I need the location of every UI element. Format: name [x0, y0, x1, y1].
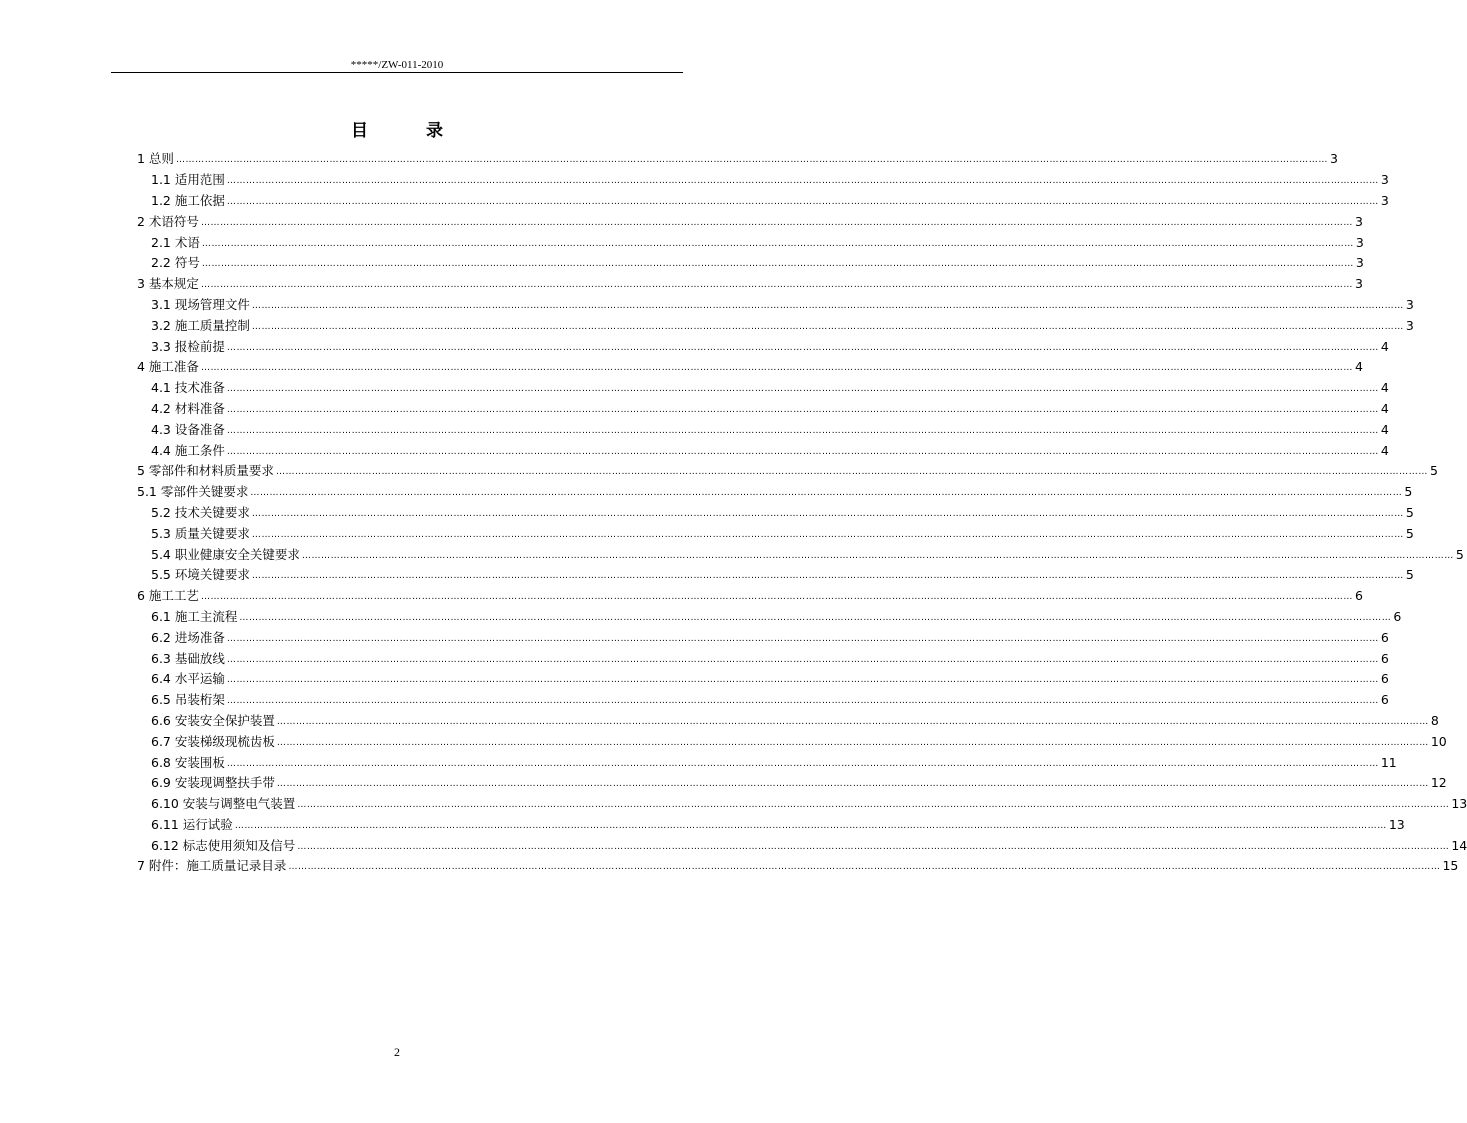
- toc-entry[interactable]: [0, 170, 1389, 191]
- toc-entry-page: 4: [1380, 338, 1389, 354]
- toc-leader-dots: ………………………………………………………………………………………………………………………………………………………………………………………………………………………………………………………………………………………………………………………………: [239, 612, 1392, 623]
- toc-entry[interactable]: [0, 232, 1364, 253]
- toc-entry-page: 15: [1442, 858, 1459, 874]
- toc-entry-label: 2.2 符号: [151, 255, 200, 271]
- toc-entry-page: 4: [1380, 442, 1389, 458]
- toc-entry[interactable]: [0, 482, 1413, 503]
- toc-entry-label: 6.3 基础放线: [151, 650, 225, 666]
- toc-entry[interactable]: [0, 149, 1338, 170]
- toc-leader-dots: ………………………………………………………………………………………………………………………………………………………………………………………………………………………………………………………………………………………………………………………………: [251, 508, 1404, 519]
- toc-leader-dots: ………………………………………………………………………………………………………………………………………………………………………………………………………………………………………………………………………………………………………………………………: [251, 321, 1404, 332]
- toc-entry-label: 6.4 水平运输: [151, 671, 225, 687]
- toc-entry-label: 1.2 施工依据: [151, 192, 225, 208]
- toc-entry[interactable]: [0, 835, 1467, 856]
- toc-leader-dots: ………………………………………………………………………………………………………………………………………………………………………………………………………………………………………………………………………………………………………………………………: [200, 363, 1353, 374]
- toc-entry[interactable]: [0, 627, 1389, 648]
- toc-entry-page: 6: [1380, 650, 1389, 666]
- toc-entry-label: 5.3 质量关键要求: [151, 525, 250, 541]
- toc-entry[interactable]: [0, 773, 1447, 794]
- header-rule: [111, 72, 683, 73]
- toc-leader-dots: ………………………………………………………………………………………………………………………………………………………………………………………………………………………………………………………………………………………………………………………………: [226, 633, 1379, 644]
- toc-leader-dots: ………………………………………………………………………………………………………………………………………………………………………………………………………………………………………………………………………………………………………………………………: [251, 300, 1404, 311]
- toc-entry-label: 4 施工准备: [137, 359, 199, 375]
- toc-leader-dots: ………………………………………………………………………………………………………………………………………………………………………………………………………………………………………………………………………………………………………………………………: [226, 176, 1379, 187]
- toc-entry[interactable]: [0, 211, 1363, 232]
- toc-leader-dots: ………………………………………………………………………………………………………………………………………………………………………………………………………………………………………………………………………………………………………………………………: [226, 675, 1379, 686]
- toc-entry-page: 8: [1430, 712, 1439, 728]
- toc-entry[interactable]: [0, 315, 1414, 336]
- toc-entry-label: 5.5 环境关键要求: [151, 567, 250, 583]
- toc-entry[interactable]: [0, 378, 1389, 399]
- toc-leader-dots: ………………………………………………………………………………………………………………………………………………………………………………………………………………………………………………………………………………………………………………………………: [200, 280, 1353, 291]
- toc-leader-dots: ………………………………………………………………………………………………………………………………………………………………………………………………………………………………………………………………………………………………………………………………: [251, 529, 1404, 540]
- toc-entry-label: 2.1 术语: [151, 234, 200, 250]
- toc-leader-dots: ………………………………………………………………………………………………………………………………………………………………………………………………………………………………………………………………………………………………………………………………: [288, 862, 1441, 873]
- toc-entry-page: 4: [1354, 359, 1363, 375]
- toc-entry[interactable]: [0, 565, 1414, 586]
- toc-entry-label: 6.9 安装现调整扶手带: [151, 775, 275, 791]
- toc-entry-label: 3.1 现场管理文件: [151, 296, 250, 312]
- toc-leader-dots: ………………………………………………………………………………………………………………………………………………………………………………………………………………………………………………………………………………………………………………………………: [275, 467, 1428, 478]
- toc-entry-page: 3: [1405, 317, 1414, 333]
- toc-entry[interactable]: [0, 607, 1402, 628]
- toc-entry-page: 5: [1405, 525, 1414, 541]
- toc-leader-dots: ………………………………………………………………………………………………………………………………………………………………………………………………………………………………………………………………………………………………………………………………: [234, 820, 1387, 831]
- toc-entry[interactable]: [0, 191, 1389, 212]
- toc-entry-label: 4.1 技术准备: [151, 380, 225, 396]
- toc-entry-page: 3: [1329, 151, 1338, 167]
- toc-entry-page: 3: [1380, 172, 1389, 188]
- toc-entry-label: 6.7 安装梯级现梳齿板: [151, 733, 275, 749]
- toc-entry[interactable]: [0, 731, 1447, 752]
- toc-entry-label: 1.1 适用范围: [151, 172, 225, 188]
- toc-entry-label: 6.1 施工主流程: [151, 608, 238, 624]
- toc-leader-dots: ………………………………………………………………………………………………………………………………………………………………………………………………………………………………………………………………………………………………………………………………: [226, 696, 1379, 707]
- toc-entry[interactable]: [0, 794, 1467, 815]
- toc-entry-page: 4: [1380, 421, 1389, 437]
- toc-entry[interactable]: [0, 669, 1389, 690]
- toc-entry-label: 5.2 技术关键要求: [151, 504, 250, 520]
- toc-entry[interactable]: [0, 544, 1464, 565]
- toc-leader-dots: ………………………………………………………………………………………………………………………………………………………………………………………………………………………………………………………………………………………………………………………………: [200, 592, 1353, 603]
- toc-entry-page: 3: [1355, 234, 1364, 250]
- toc-leader-dots: ………………………………………………………………………………………………………………………………………………………………………………………………………………………………………………………………………………………………………………………………: [297, 800, 1450, 811]
- toc-entry-label: 6 施工工艺: [137, 588, 199, 604]
- toc-entry[interactable]: [0, 752, 1397, 773]
- toc-entry-page: 3: [1405, 296, 1414, 312]
- toc-entry[interactable]: [0, 815, 1405, 836]
- toc-entry-page: 6: [1393, 608, 1402, 624]
- toc-leader-dots: ………………………………………………………………………………………………………………………………………………………………………………………………………………………………………………………………………………………………………………………………: [251, 571, 1404, 582]
- toc-entry-page: 6: [1380, 629, 1389, 645]
- table-of-contents: [0, 149, 1467, 877]
- toc-entry[interactable]: [0, 690, 1389, 711]
- toc-leader-dots: ………………………………………………………………………………………………………………………………………………………………………………………………………………………………………………………………………………………………………………………………: [226, 196, 1379, 207]
- toc-leader-dots: ………………………………………………………………………………………………………………………………………………………………………………………………………………………………………………………………………………………………………………………………: [226, 384, 1379, 395]
- toc-entry[interactable]: [0, 856, 1459, 877]
- toc-entry-label: 7 附件：施工质量记录目录: [137, 858, 287, 874]
- toc-entry[interactable]: [0, 253, 1364, 274]
- toc-leader-dots: ………………………………………………………………………………………………………………………………………………………………………………………………………………………………………………………………………………………………………………………………: [226, 404, 1379, 415]
- toc-entry-page: 11: [1380, 754, 1397, 770]
- toc-entry-label: 3.2 施工质量控制: [151, 317, 250, 333]
- toc-entry-page: 6: [1380, 692, 1389, 708]
- toc-entry-page: 6: [1354, 588, 1363, 604]
- toc-entry-page: 3: [1380, 192, 1389, 208]
- toc-entry-label: 4.4 施工条件: [151, 442, 225, 458]
- toc-entry-page: 14: [1451, 837, 1467, 853]
- toc-leader-dots: ………………………………………………………………………………………………………………………………………………………………………………………………………………………………………………………………………………………………………………………………: [226, 758, 1379, 769]
- toc-entry[interactable]: [0, 440, 1389, 461]
- toc-entry[interactable]: [0, 399, 1389, 420]
- toc-title: 目 录: [351, 121, 469, 141]
- toc-entry[interactable]: [0, 503, 1414, 524]
- toc-entry-label: 5 零部件和材料质量要求: [137, 463, 274, 479]
- toc-entry-page: 10: [1430, 733, 1447, 749]
- document-code: *****/ZW-011-2010: [350, 59, 444, 71]
- toc-entry-label: 4.2 材料准备: [151, 400, 225, 416]
- toc-entry-page: 13: [1388, 816, 1405, 832]
- toc-leader-dots: ………………………………………………………………………………………………………………………………………………………………………………………………………………………………………………………………………………………………………………………………: [201, 238, 1354, 249]
- toc-entry-label: 3.3 报检前提: [151, 338, 225, 354]
- toc-leader-dots: ………………………………………………………………………………………………………………………………………………………………………………………………………………………………………………………………………………………………………………………………: [276, 716, 1429, 727]
- toc-entry-page: 3: [1354, 213, 1363, 229]
- toc-entry-page: 13: [1451, 796, 1467, 812]
- toc-leader-dots: ………………………………………………………………………………………………………………………………………………………………………………………………………………………………………………………………………………………………………………………………: [201, 259, 1354, 270]
- toc-entry-page: 5: [1455, 546, 1464, 562]
- toc-entry-page: 4: [1380, 380, 1389, 396]
- toc-entry-page: 5: [1405, 504, 1414, 520]
- toc-entry-label: 6.12 标志使用须知及信号: [151, 837, 296, 853]
- toc-entry-label: 1 总则: [137, 151, 174, 167]
- toc-leader-dots: ………………………………………………………………………………………………………………………………………………………………………………………………………………………………………………………………………………………………………………………………: [297, 841, 1450, 852]
- toc-entry-label: 2 术语符号: [137, 213, 199, 229]
- toc-leader-dots: ………………………………………………………………………………………………………………………………………………………………………………………………………………………………………………………………………………………………………………………………: [276, 779, 1429, 790]
- toc-entry-label: 6.11 运行试验: [151, 816, 233, 832]
- toc-leader-dots: ………………………………………………………………………………………………………………………………………………………………………………………………………………………………………………………………………………………………………………………………: [250, 488, 1403, 499]
- toc-entry-page: 5: [1429, 463, 1438, 479]
- toc-leader-dots: ………………………………………………………………………………………………………………………………………………………………………………………………………………………………………………………………………………………………………………………………: [226, 446, 1379, 457]
- toc-entry-page: 12: [1430, 775, 1447, 791]
- toc-entry[interactable]: [0, 523, 1414, 544]
- toc-entry[interactable]: [0, 357, 1363, 378]
- toc-entry-label: 6.6 安装安全保护装置: [151, 712, 275, 728]
- toc-entry[interactable]: [0, 586, 1363, 607]
- toc-leader-dots: ………………………………………………………………………………………………………………………………………………………………………………………………………………………………………………………………………………………………………………………………: [226, 425, 1379, 436]
- toc-entry-page: 6: [1380, 671, 1389, 687]
- toc-entry[interactable]: [0, 295, 1414, 316]
- toc-entry-label: 6.10 安装与调整电气装置: [151, 796, 296, 812]
- toc-entry[interactable]: [0, 648, 1389, 669]
- toc-entry-label: 6.2 进场准备: [151, 629, 225, 645]
- toc-entry[interactable]: [0, 461, 1438, 482]
- toc-entry[interactable]: [0, 419, 1389, 440]
- toc-entry-label: 6.5 吊装桁架: [151, 692, 225, 708]
- toc-entry-page: 4: [1380, 400, 1389, 416]
- toc-leader-dots: ………………………………………………………………………………………………………………………………………………………………………………………………………………………………………………………………………………………………………………………………: [175, 155, 1328, 166]
- toc-leader-dots: ………………………………………………………………………………………………………………………………………………………………………………………………………………………………………………………………………………………………………………………………: [226, 342, 1379, 353]
- toc-entry-label: 3 基本规定: [137, 276, 199, 292]
- toc-entry-page: 5: [1405, 567, 1414, 583]
- toc-leader-dots: ………………………………………………………………………………………………………………………………………………………………………………………………………………………………………………………………………………………………………………………………: [301, 550, 1454, 561]
- toc-entry-label: 5.1 零部件关键要求: [137, 484, 249, 500]
- toc-entry-label: 4.3 设备准备: [151, 421, 225, 437]
- toc-entry-label: 5.4 职业健康安全关键要求: [151, 546, 300, 562]
- toc-entry[interactable]: [0, 711, 1439, 732]
- toc-entry[interactable]: [0, 336, 1389, 357]
- toc-leader-dots: ………………………………………………………………………………………………………………………………………………………………………………………………………………………………………………………………………………………………………………………………: [276, 737, 1429, 748]
- page-number: 2: [394, 1045, 400, 1059]
- toc-entry-label: 6.8 安装围板: [151, 754, 225, 770]
- toc-entry-page: 3: [1355, 255, 1364, 271]
- toc-entry-page: 3: [1354, 276, 1363, 292]
- toc-leader-dots: ………………………………………………………………………………………………………………………………………………………………………………………………………………………………………………………………………………………………………………………………: [200, 217, 1353, 228]
- toc-leader-dots: ………………………………………………………………………………………………………………………………………………………………………………………………………………………………………………………………………………………………………………………………: [226, 654, 1379, 665]
- toc-entry-page: 5: [1404, 484, 1413, 500]
- toc-entry[interactable]: [0, 274, 1363, 295]
